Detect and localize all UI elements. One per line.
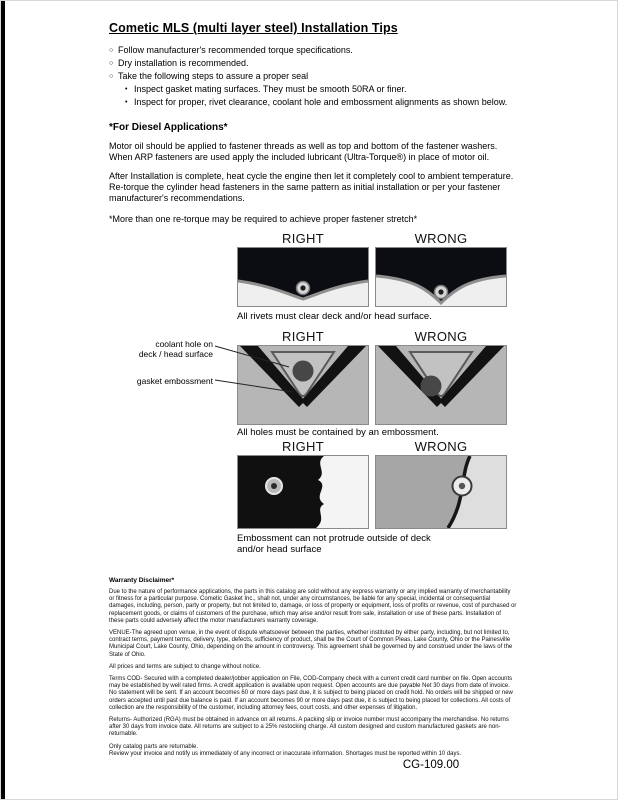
rivet-caption: All rivets must clear deck and/or head surface. xyxy=(237,311,432,322)
diesel-paragraph-2: After Installation is complete, heat cycle the engine then let it completely cool to ambient temperature. Re-torque the cylinder head fasteners in the same pattern as initial installation or per your fastener manufacturer's recommendations. xyxy=(109,171,514,203)
embossment-wrong-drawing xyxy=(376,456,506,528)
warranty-paragraph: All prices and terms are subject to change without notice. xyxy=(109,663,261,670)
rivet-right-image xyxy=(237,247,369,307)
warranty-paragraph: VENUE-The agreed upon venue, in the event of dispute whatsoever between the parties, whether instituted by either party, including, but not limited to, contract terms, payment terms, delivery, type, defects, sufficiency of product, shall be the Court of Common Pleas, Lake County, Ohio or the Painesville Municipal Court, Lake County, Ohio, depending on the amount in controversy. This agreement shall be governed by and construed under the laws of the State of Ohio. xyxy=(109,630,513,658)
rivet-wrong-image xyxy=(375,247,507,307)
tip-text: Take the following steps to assure a proper seal xyxy=(118,71,309,81)
tip-sub-item xyxy=(125,96,517,109)
warranty-disclaimer-section xyxy=(109,577,517,763)
hollow-bullet-icon: ○ xyxy=(109,60,114,67)
gasket-embossment-callout: gasket embossment xyxy=(136,376,213,386)
wrong-label-row3: WRONG xyxy=(414,439,468,454)
coolant-right-image xyxy=(237,345,369,425)
hollow-bullet-icon: ○ xyxy=(109,47,114,54)
installation-tips-section xyxy=(109,21,517,225)
embossment-right-image xyxy=(237,455,369,529)
right-label-row1: RIGHT xyxy=(282,231,324,246)
tip-item xyxy=(109,70,517,83)
warranty-paragraph: Terms COD- Secured with a completed dealer/jobber application on File, COD-Company check with a current credit card number on file. Open accounts may be established by well rated firms. A credit application is available upon request. Open accounts are due payable Net 30 days from date of invoice. No statement will be sent. If an account becomes 60 or more days past due, it is subject to being placed on credit hold. No orders will be shipped or new orders accepted until past due balance is paid. If an account becomes 90 or more days past due, it is subject to being placed for collections. All costs of collection are the responsibility of the customer, including attorney fees, court costs, and other expenses of litigation. xyxy=(109,676,513,711)
tip-sub-item xyxy=(125,83,517,96)
wrong-label-row1: WRONG xyxy=(414,231,468,246)
right-label-row3: RIGHT xyxy=(282,439,324,454)
diagram-section xyxy=(1,229,618,563)
page-title: Cometic MLS (multi layer steel) Installation Tips xyxy=(109,21,398,35)
filled-bullet-icon: • xyxy=(125,99,128,106)
warranty-heading: Warranty Disclaimer* xyxy=(109,577,175,584)
coolant-hole-callout-line1: coolant hole on xyxy=(155,339,213,349)
filled-bullet-icon: • xyxy=(125,86,128,93)
warranty-paragraph: Due to the nature of performance applications, the parts in this catalog are sold without any express warranty or any implied warranty of merchantability or fitness for a particular purpose. Cometic Gasket Inc., shall not, under any circumstances, be liable for any special, incidental or consequential damages, including, person, party or property, but not limited to, damage, or loss of property or equipment, loss of profits or revenue, cost of purchased or replacement goods, or claims of customers of the purchase, which may arise and/or result from sale, installation or use of these parts. Installation of these parts could adversely affect the motor manufacturers warranty coverage. xyxy=(109,589,517,624)
tip-item xyxy=(109,57,517,70)
coolant-right-drawing xyxy=(238,346,368,424)
tip-text: Follow manufacturer's recommended torque specifications. xyxy=(118,45,353,55)
hollow-bullet-icon: ○ xyxy=(109,73,114,80)
coolant-wrong-image xyxy=(375,345,507,425)
tip-text: Dry installation is recommended. xyxy=(118,58,249,68)
warranty-paragraph: Review your invoice and notify us immediately of any incorrect or inaccurate information. Shortages must be reported within 10 days. xyxy=(109,750,462,757)
coolant-hole-callout xyxy=(115,339,213,359)
rivet-wrong-drawing xyxy=(376,248,506,306)
tip-item xyxy=(109,44,517,57)
wrong-label-row2: WRONG xyxy=(414,329,468,344)
embossment-caption: Embossment can not protrude outside of deck and/or head surface xyxy=(237,533,431,555)
diesel-applications-heading: *For Diesel Applications* xyxy=(109,122,228,133)
embossment-right-drawing xyxy=(238,456,368,528)
coolant-hole-callout-line2: deck / head surface xyxy=(138,349,213,359)
rivet-right-drawing xyxy=(238,248,368,306)
coolant-wrong-drawing xyxy=(376,346,506,424)
tip-text: Inspect gasket mating surfaces. They must be smooth 50RA or finer. xyxy=(134,84,407,94)
page-code: CG-109.00 xyxy=(402,759,460,771)
tip-text: Inspect for proper, rivet clearance, coolant hole and embossment alignments as shown below. xyxy=(134,97,508,107)
retorque-note: *More than one re-torque may be required to achieve proper fastener stretch* xyxy=(109,214,418,224)
coolant-caption: All holes must be contained by an embossment. xyxy=(237,427,439,438)
right-label-row2: RIGHT xyxy=(282,329,324,344)
warranty-paragraph: Returns- Authorized (RGA) must be obtained in advance on all returns. A packing slip or invoice number must accompany the merchandise. No returns after 30 days from invoice date. All returns are subject to a 25% restocking charge. All custom designed and custom manufactured gaskets are non-returnable. xyxy=(109,717,509,738)
diesel-paragraph-1: Motor oil should be applied to fastener threads as well as top and bottom of the fastener washers. When ARP fasteners are used apply the included lubricant (Ultra-Torque®) in place of motor oil. xyxy=(109,141,498,162)
embossment-wrong-image xyxy=(375,455,507,529)
warranty-paragraph: Only catalog parts are returnable. xyxy=(109,743,199,750)
